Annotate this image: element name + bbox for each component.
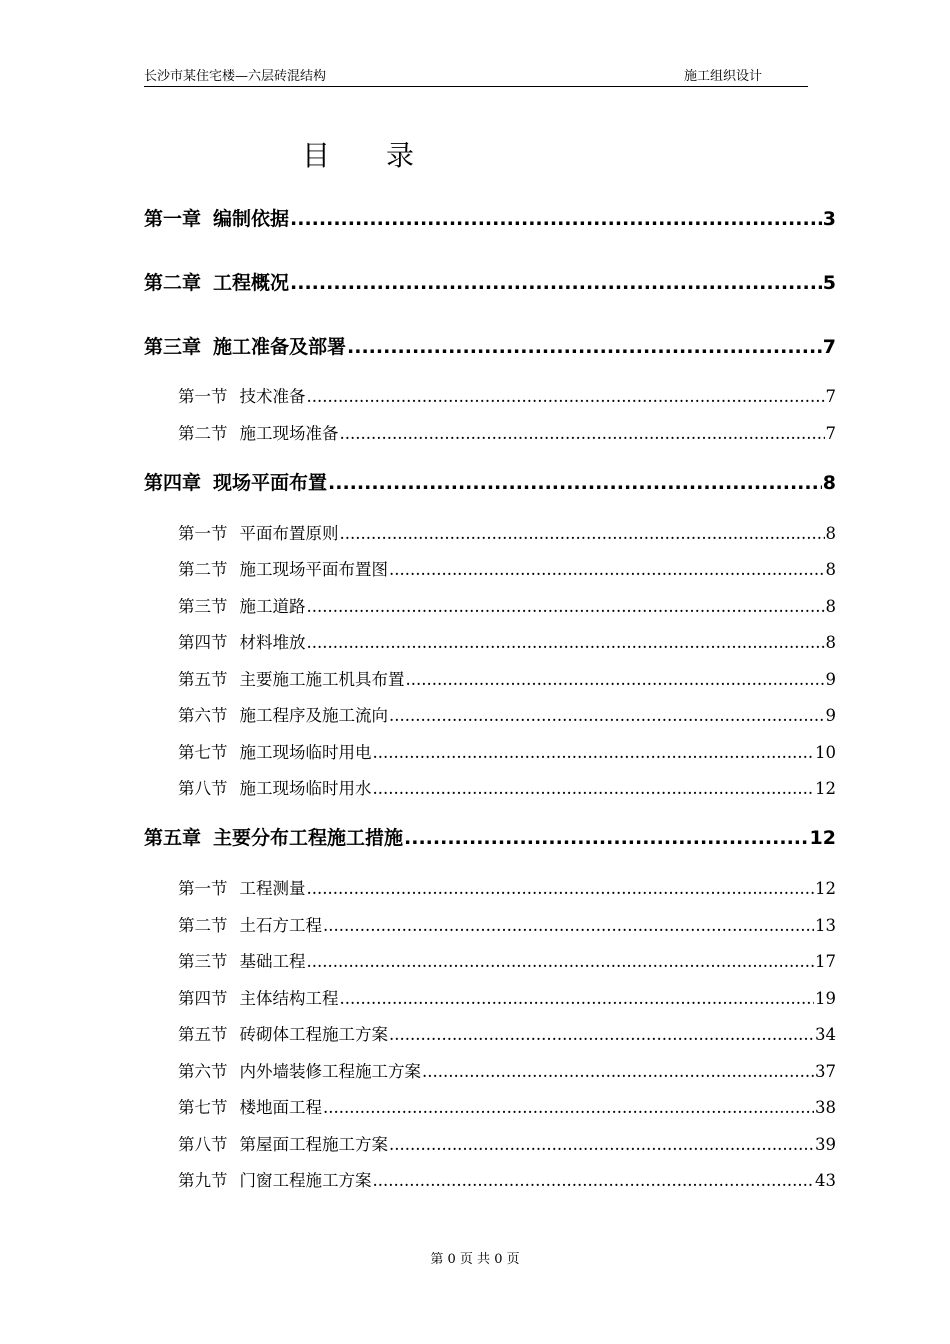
toc-section-5-6[interactable] bbox=[178, 1058, 836, 1082]
toc-leader-dots bbox=[340, 989, 815, 1008]
toc-entry-number: 第二节 bbox=[178, 424, 228, 443]
toc-title-char-1: 目 bbox=[302, 139, 331, 172]
toc-section-4-6[interactable] bbox=[178, 702, 836, 726]
toc-entry-page: 8 bbox=[825, 633, 836, 652]
toc-entry-label: 编制依据 bbox=[213, 208, 290, 230]
toc-title bbox=[302, 134, 414, 174]
toc-leader-dots bbox=[389, 1025, 814, 1044]
toc-leader-dots bbox=[307, 952, 815, 971]
toc-entry-page: 12 bbox=[809, 827, 836, 849]
toc-entry-number: 第一章 bbox=[144, 208, 202, 230]
toc-leader-dots bbox=[328, 472, 822, 494]
toc-entry-label: 施工准备及部署 bbox=[213, 336, 347, 358]
toc-section-4-4[interactable] bbox=[178, 629, 836, 653]
toc-leader-dots bbox=[373, 743, 815, 762]
toc-entry-page: 34 bbox=[815, 1025, 836, 1044]
toc-entry-page: 7 bbox=[825, 387, 836, 406]
toc-entry-page: 10 bbox=[815, 743, 836, 762]
toc-entry-number: 第二章 bbox=[144, 272, 202, 294]
toc-entry-label: 主要分布工程施工措施 bbox=[213, 827, 404, 849]
toc-entry-page: 37 bbox=[815, 1062, 836, 1081]
toc-leader-dots bbox=[290, 208, 822, 230]
toc-leader-dots bbox=[389, 706, 825, 725]
toc-entry-number: 第四节 bbox=[178, 633, 228, 652]
toc-entry-label: 平面布置原则 bbox=[239, 524, 339, 543]
toc-entry-page: 7 bbox=[822, 336, 836, 358]
toc-title-char-2: 录 bbox=[386, 139, 415, 172]
toc-entry-label: 楼地面工程 bbox=[239, 1098, 322, 1117]
toc-section-4-5[interactable] bbox=[178, 666, 836, 690]
toc-entry-number: 第二节 bbox=[178, 916, 228, 935]
toc-leader-dots bbox=[347, 336, 822, 358]
toc-leader-dots bbox=[323, 916, 814, 935]
toc-entry-number: 第三章 bbox=[144, 336, 202, 358]
toc-entry-label: 主体结构工程 bbox=[239, 989, 339, 1008]
toc-section-3-2[interactable] bbox=[178, 420, 836, 444]
toc-entry-label: 土石方工程 bbox=[239, 916, 322, 935]
toc-leader-dots bbox=[307, 633, 825, 652]
toc-entry-page: 3 bbox=[822, 208, 836, 230]
toc-entry-number: 第四章 bbox=[144, 472, 202, 494]
toc-leader-dots bbox=[373, 779, 815, 798]
toc-leader-dots bbox=[290, 272, 822, 294]
toc-section-4-8[interactable] bbox=[178, 775, 836, 799]
toc-entry-page: 13 bbox=[815, 916, 836, 935]
toc-leader-dots bbox=[340, 424, 825, 443]
page-header bbox=[144, 66, 808, 87]
toc-entry-number: 第七节 bbox=[178, 743, 228, 762]
toc-leader-dots bbox=[422, 1062, 814, 1081]
toc-entry-page: 9 bbox=[825, 670, 836, 689]
toc-entry-number: 第六节 bbox=[178, 1062, 228, 1081]
toc-section-5-8[interactable] bbox=[178, 1131, 836, 1155]
toc-leader-dots bbox=[406, 670, 825, 689]
toc-entry-label: 主要施工施工机具布置 bbox=[239, 670, 405, 689]
toc-entry-page: 9 bbox=[825, 706, 836, 725]
toc-entry-page: 8 bbox=[825, 524, 836, 543]
toc-entry-page: 5 bbox=[822, 272, 836, 294]
toc-leader-dots bbox=[307, 387, 825, 406]
toc-entry-page: 8 bbox=[822, 472, 836, 494]
toc-section-4-3[interactable] bbox=[178, 593, 836, 617]
toc-entry-number: 第三节 bbox=[178, 952, 228, 971]
header-doc-type: 施工组织设计 bbox=[684, 69, 763, 84]
toc-entry-label: 施工现场临时用水 bbox=[239, 779, 372, 798]
toc-section-5-5[interactable] bbox=[178, 1021, 836, 1045]
toc-entry-number: 第五节 bbox=[178, 1025, 228, 1044]
toc-entry-page: 8 bbox=[825, 597, 836, 616]
page-footer: 第 0 页 共 0 页 bbox=[430, 1252, 520, 1267]
toc-entry-page: 7 bbox=[825, 424, 836, 443]
toc-leader-dots bbox=[373, 1171, 815, 1190]
toc-entry-number: 第八节 bbox=[178, 1135, 228, 1154]
toc-chapter-5[interactable] bbox=[144, 823, 836, 850]
toc-entry-number: 第八节 bbox=[178, 779, 228, 798]
toc-entry-label: 施工现场平面布置图 bbox=[239, 560, 388, 579]
toc-entry-label: 工程测量 bbox=[239, 879, 306, 898]
toc-entry-label: 门窗工程施工方案 bbox=[239, 1171, 372, 1190]
toc-entry-number: 第一节 bbox=[178, 879, 228, 898]
toc-leader-dots bbox=[389, 560, 825, 579]
toc-entry-number: 第二节 bbox=[178, 560, 228, 579]
toc-section-5-2[interactable] bbox=[178, 912, 836, 936]
toc-section-5-7[interactable] bbox=[178, 1094, 836, 1118]
toc-entry-page: 17 bbox=[815, 952, 836, 971]
toc-leader-dots bbox=[340, 524, 825, 543]
toc-entry-label: 施工现场临时用电 bbox=[239, 743, 372, 762]
header-project-name: 长沙市某住宅楼—六层砖混结构 bbox=[144, 69, 327, 84]
toc-entry-page: 43 bbox=[815, 1171, 836, 1190]
toc-entry-number: 第五节 bbox=[178, 670, 228, 689]
toc-entry-page: 38 bbox=[815, 1098, 836, 1117]
toc-section-3-1[interactable] bbox=[178, 383, 836, 407]
toc-chapter-1[interactable] bbox=[144, 204, 836, 231]
toc-chapter-3[interactable] bbox=[144, 332, 836, 359]
toc-chapter-2[interactable] bbox=[144, 268, 836, 295]
toc-entry-number: 第一节 bbox=[178, 387, 228, 406]
toc-section-5-3[interactable] bbox=[178, 948, 836, 972]
toc-entry-label: 内外墙装修工程施工方案 bbox=[239, 1062, 421, 1081]
toc-entry-number: 第七节 bbox=[178, 1098, 228, 1117]
toc-leader-dots bbox=[323, 1098, 814, 1117]
toc-entry-label: 材料堆放 bbox=[239, 633, 306, 652]
toc-entry-page: 8 bbox=[825, 560, 836, 579]
toc-section-4-1[interactable] bbox=[178, 520, 836, 544]
toc-entry-label: 施工现场准备 bbox=[239, 424, 339, 443]
toc-entry-number: 第九节 bbox=[178, 1171, 228, 1190]
toc-entry-label: 技术准备 bbox=[239, 387, 306, 406]
toc-leader-dots bbox=[307, 597, 825, 616]
toc-entry-number: 第四节 bbox=[178, 989, 228, 1008]
toc-entry-label: 第屋面工程施工方案 bbox=[239, 1135, 388, 1154]
toc-leader-dots bbox=[404, 827, 809, 849]
toc-entry-label: 现场平面布置 bbox=[213, 472, 328, 494]
toc-entry-label: 砖砌体工程施工方案 bbox=[239, 1025, 388, 1044]
toc-entry-page: 39 bbox=[815, 1135, 836, 1154]
toc-entry-label: 工程概况 bbox=[213, 272, 290, 294]
toc-entry-page: 19 bbox=[815, 989, 836, 1008]
toc-entry-label: 施工道路 bbox=[239, 597, 306, 616]
toc-entry-number: 第三节 bbox=[178, 597, 228, 616]
toc-leader-dots bbox=[389, 1135, 814, 1154]
toc-entry-number: 第一节 bbox=[178, 524, 228, 543]
toc-section-4-2[interactable] bbox=[178, 556, 836, 580]
toc-section-5-9[interactable] bbox=[178, 1167, 836, 1191]
toc-entry-label: 施工程序及施工流向 bbox=[239, 706, 388, 725]
toc-entry-number: 第五章 bbox=[144, 827, 202, 849]
toc-section-5-1[interactable] bbox=[178, 875, 836, 899]
toc-entry-label: 基础工程 bbox=[239, 952, 306, 971]
toc-section-5-4[interactable] bbox=[178, 985, 836, 1009]
toc-chapter-4[interactable] bbox=[144, 468, 836, 495]
toc-leader-dots bbox=[307, 879, 815, 898]
toc-entry-page: 12 bbox=[815, 879, 836, 898]
toc-entry-number: 第六节 bbox=[178, 706, 228, 725]
toc-section-4-7[interactable] bbox=[178, 739, 836, 763]
toc-entry-page: 12 bbox=[815, 779, 836, 798]
